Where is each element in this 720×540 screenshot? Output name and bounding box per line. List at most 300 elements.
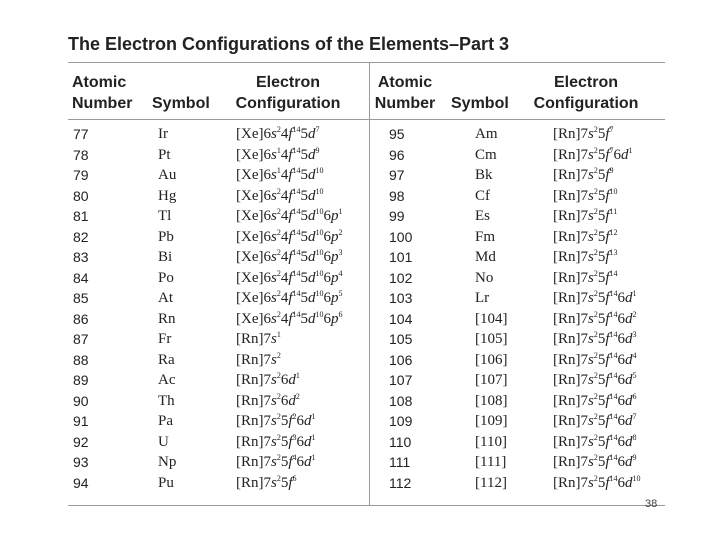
config-electrons: 2 [593, 145, 598, 155]
config-orbital: s [270, 310, 277, 327]
config-orbital: d [308, 167, 316, 183]
config-shell: 4 [280, 126, 289, 142]
config-core: [Xe] [236, 167, 264, 183]
config-shell: 4 [280, 310, 289, 327]
config-shell: 7 [580, 413, 588, 429]
config-shell: 5 [597, 228, 606, 245]
config-shell: 5 [597, 146, 606, 163]
config-electrons: 2 [276, 289, 281, 298]
config-electrons: 8 [632, 432, 637, 442]
config-shell: 6 [617, 433, 626, 450]
config-shell: 6 [280, 372, 289, 388]
config-orbital: f [605, 228, 610, 245]
config-shell: 5 [280, 433, 289, 450]
config-core: [Rn] [553, 146, 581, 163]
config-core: [Rn] [553, 351, 581, 368]
config-electrons: 14 [292, 309, 301, 319]
left-header-atomic-line2: Number [72, 95, 133, 112]
config-orbital: s [270, 167, 277, 183]
config-orbital: f [288, 290, 293, 306]
config-orbital: d [625, 290, 633, 306]
config-electrons: 3 [632, 330, 637, 339]
config-shell: 5 [300, 228, 308, 245]
config-electrons: 4 [292, 453, 297, 462]
atomic-number: 104 [389, 310, 413, 327]
config-core: [Rn] [236, 454, 264, 470]
right-header-electron-line2: Configuration [533, 95, 639, 112]
atomic-number: 89 [73, 372, 89, 388]
config-core: [Rn] [236, 372, 264, 388]
config-shell: 6 [263, 290, 271, 306]
electron-configuration [553, 165, 614, 185]
right-header-atomic-line2: Number [374, 95, 436, 112]
config-shell: 7 [580, 392, 588, 409]
electron-configuration [553, 247, 618, 267]
element-symbol: Es [475, 208, 490, 224]
config-shell: 7 [263, 433, 271, 450]
config-electrons: 2 [593, 166, 598, 175]
config-shell: 5 [300, 167, 308, 183]
table-row [0, 370, 720, 391]
element-symbol: Pb [158, 228, 174, 245]
config-core: [Xe] [236, 228, 264, 245]
config-shell: 6 [323, 290, 331, 306]
config-electrons: 2 [593, 207, 598, 216]
config-core: [Xe] [236, 208, 264, 224]
config-electrons: 10 [315, 207, 324, 216]
config-orbital: p [331, 269, 339, 286]
config-orbital: s [588, 413, 594, 429]
element-symbol: Pu [158, 474, 174, 491]
config-orbital: s [588, 167, 594, 183]
electron-configuration [553, 145, 633, 165]
config-shell: 5 [597, 433, 606, 450]
element-symbol: Bk [475, 167, 493, 183]
left-header-atomic-line1: Atomic [72, 74, 127, 91]
config-orbital: d [288, 372, 296, 388]
config-electrons: 1 [311, 432, 316, 442]
config-core: [Rn] [553, 269, 581, 286]
element-symbol: Rn [158, 310, 176, 327]
left-header-electron-line2: Configuration [235, 95, 341, 112]
config-orbital: s [588, 351, 594, 368]
element-symbol: Tl [158, 208, 172, 224]
electron-configuration [236, 247, 343, 267]
config-electrons: 7 [632, 412, 637, 421]
config-electrons: 14 [292, 268, 301, 278]
config-electrons: 12 [609, 227, 618, 237]
config-core: [Rn] [236, 331, 264, 347]
config-electrons: 14 [609, 473, 618, 483]
config-shell: 7 [263, 372, 271, 388]
electron-configuration [236, 370, 300, 390]
electron-configuration [553, 124, 614, 144]
config-orbital: f [605, 126, 610, 142]
electron-configuration [553, 329, 637, 349]
config-orbital: s [588, 269, 594, 286]
config-orbital: p [331, 228, 339, 245]
config-electrons: 2 [593, 289, 598, 298]
electron-configuration [553, 452, 637, 472]
config-shell: 6 [280, 392, 289, 409]
config-shell: 5 [300, 310, 308, 327]
element-symbol: Bi [158, 249, 173, 265]
config-electrons: 10 [315, 186, 324, 196]
electron-configuration [236, 206, 343, 226]
electron-configuration [236, 473, 297, 493]
atomic-number: 87 [73, 331, 89, 347]
config-orbital: d [288, 392, 296, 409]
config-shell: 5 [597, 249, 606, 265]
electron-configuration [553, 370, 637, 390]
config-shell: 5 [597, 474, 606, 491]
config-shell: 4 [280, 290, 289, 306]
atomic-number: 91 [73, 413, 89, 429]
config-electrons: 4 [632, 350, 637, 360]
config-core: [Rn] [553, 474, 581, 491]
config-electrons: 14 [609, 350, 618, 360]
config-shell: 6 [263, 228, 271, 245]
config-shell: 6 [263, 269, 271, 286]
right-header-atomic-line1: Atomic [377, 74, 433, 91]
config-orbital: d [304, 454, 312, 470]
config-orbital: p [331, 290, 339, 306]
config-electrons: 14 [292, 227, 301, 237]
atomic-number: 79 [73, 167, 89, 183]
config-orbital: d [308, 208, 316, 224]
config-shell: 5 [280, 454, 289, 470]
config-orbital: d [625, 351, 633, 368]
config-orbital: s [271, 454, 277, 470]
config-shell: 5 [280, 474, 289, 491]
left-header-atomic-number [72, 72, 132, 114]
atomic-number: 110 [389, 433, 412, 450]
config-shell: 7 [580, 228, 588, 245]
config-shell: 6 [323, 228, 331, 245]
config-orbital: f [605, 167, 610, 183]
config-electrons: 3 [292, 432, 297, 442]
electron-configuration [553, 206, 617, 226]
config-orbital: f [605, 454, 610, 470]
electron-configuration [236, 329, 281, 349]
config-orbital: s [271, 392, 277, 409]
config-core: [Rn] [553, 208, 581, 224]
electron-configuration [236, 309, 343, 329]
config-core: [Rn] [553, 331, 581, 347]
element-symbol: Th [158, 392, 175, 409]
config-shell: 6 [617, 351, 626, 368]
atomic-number: 107 [389, 372, 413, 388]
config-orbital: f [605, 310, 610, 327]
element-symbol: Fm [475, 228, 496, 245]
config-orbital: f [605, 372, 610, 388]
config-core: [Rn] [553, 249, 581, 265]
config-orbital: d [308, 228, 316, 245]
config-orbital: f [288, 269, 293, 286]
config-electrons: 1 [276, 166, 281, 175]
config-orbital: d [625, 454, 633, 470]
element-symbol: Pt [158, 146, 171, 163]
electron-configuration [553, 391, 637, 411]
config-orbital: f [288, 228, 293, 245]
config-electrons: 14 [609, 289, 618, 298]
config-shell: 6 [617, 290, 626, 306]
config-shell: 5 [597, 187, 606, 204]
config-electrons: 14 [609, 453, 618, 462]
config-orbital: f [288, 208, 293, 224]
table-row [0, 227, 720, 248]
electron-configuration [236, 227, 343, 247]
atomic-number: 85 [73, 290, 89, 306]
config-core: [Xe] [236, 249, 264, 265]
config-electrons: 7 [609, 145, 614, 155]
table-row [0, 247, 720, 268]
config-electrons: 2 [276, 309, 281, 319]
element-symbol: Po [158, 269, 174, 286]
config-electrons: 14 [609, 391, 618, 401]
config-electrons: 1 [628, 145, 633, 155]
config-orbital: d [625, 392, 633, 409]
config-shell: 5 [300, 126, 308, 142]
config-shell: 6 [617, 413, 626, 429]
config-core: [Rn] [236, 474, 264, 491]
page-title: The Electron Configurations of the Elements–Part 3 [68, 34, 510, 54]
config-electrons: 2 [593, 268, 598, 278]
atomic-number: 97 [389, 167, 405, 183]
config-electrons: 10 [315, 309, 324, 319]
electron-configuration [553, 411, 637, 431]
config-electrons: 14 [609, 309, 618, 319]
element-symbol: Au [158, 167, 177, 183]
top-rule [68, 62, 665, 63]
config-core: [Rn] [553, 126, 581, 142]
config-electrons: 1 [295, 371, 300, 380]
element-symbol: [109] [475, 413, 508, 429]
config-shell: 6 [617, 310, 626, 327]
config-electrons: 14 [292, 248, 301, 257]
config-shell: 7 [580, 290, 588, 306]
config-orbital: s [270, 208, 277, 224]
config-orbital: s [270, 249, 277, 265]
config-shell: 4 [280, 146, 289, 163]
electron-configuration [236, 145, 320, 165]
config-electrons: 2 [593, 350, 598, 360]
config-electrons: 2 [276, 186, 281, 196]
atomic-number: 101 [389, 249, 413, 265]
config-shell: 6 [617, 331, 626, 347]
atomic-number: 105 [389, 331, 413, 347]
config-orbital: f [288, 187, 293, 204]
element-symbol: [107] [475, 372, 508, 388]
config-orbital: d [625, 474, 633, 491]
element-symbol: Hg [158, 187, 177, 204]
electron-configuration [236, 452, 316, 472]
config-shell: 4 [280, 269, 289, 286]
config-orbital: s [271, 413, 277, 429]
config-core: [Rn] [553, 167, 581, 183]
atomic-number: 86 [73, 310, 89, 327]
config-shell: 6 [323, 310, 331, 327]
config-shell: 5 [597, 290, 606, 306]
config-shell: 5 [280, 413, 289, 429]
config-orbital: d [304, 413, 312, 429]
atomic-number: 109 [389, 413, 413, 429]
config-core: [Rn] [553, 372, 581, 388]
config-shell: 6 [617, 454, 626, 470]
config-electrons: 6 [338, 309, 343, 319]
atomic-number: 112 [389, 474, 412, 491]
element-symbol: Am [475, 126, 498, 142]
electron-configuration [236, 411, 316, 431]
atomic-number: 103 [389, 290, 413, 306]
config-orbital: s [588, 228, 594, 245]
config-core: [Rn] [553, 392, 581, 409]
table-row [0, 145, 720, 166]
config-core: [Rn] [553, 454, 581, 470]
electron-configuration [236, 391, 300, 411]
config-core: [Xe] [236, 290, 264, 306]
config-orbital: s [588, 474, 594, 491]
config-orbital: s [271, 351, 277, 368]
config-electrons: 3 [338, 248, 343, 257]
config-orbital: f [605, 331, 610, 347]
electron-configuration [553, 473, 641, 493]
config-shell: 5 [300, 146, 308, 163]
config-orbital: d [625, 310, 633, 327]
atomic-number: 93 [73, 454, 89, 470]
config-orbital: d [308, 269, 316, 286]
config-orbital: f [288, 126, 293, 142]
config-electrons: 2 [276, 432, 281, 442]
electron-configuration [236, 288, 343, 308]
atomic-number: 88 [73, 351, 89, 368]
config-electrons: 14 [609, 330, 618, 339]
config-orbital: p [331, 310, 339, 327]
element-symbol: [106] [475, 351, 508, 368]
config-electrons: 1 [632, 289, 637, 298]
table-row [0, 165, 720, 186]
config-electrons: 2 [276, 248, 281, 257]
config-orbital: f [605, 474, 610, 491]
config-electrons: 2 [276, 207, 281, 216]
config-orbital: s [588, 331, 594, 347]
config-orbital: f [288, 454, 293, 470]
config-orbital: d [308, 290, 316, 306]
config-core: [Rn] [553, 433, 581, 450]
config-electrons: 2 [276, 412, 281, 421]
atomic-number: 80 [73, 187, 89, 204]
config-orbital: s [270, 228, 277, 245]
config-electrons: 14 [292, 186, 301, 196]
config-electrons: 14 [609, 371, 618, 380]
config-orbital: f [605, 146, 610, 163]
config-core: [Xe] [236, 187, 264, 204]
config-shell: 5 [597, 310, 606, 327]
config-orbital: d [625, 331, 633, 347]
left-header-electron-line1: Electron [255, 74, 320, 91]
element-symbol: No [475, 269, 494, 286]
config-shell: 7 [263, 351, 271, 368]
config-shell: 7 [263, 413, 271, 429]
atomic-number: 102 [389, 269, 413, 286]
config-electrons: 6 [292, 473, 297, 483]
config-shell: 6 [296, 413, 305, 429]
config-shell: 5 [300, 290, 308, 306]
config-orbital: s [588, 126, 594, 142]
table-row [0, 309, 720, 330]
element-symbol: [112] [475, 474, 507, 491]
config-core: [Xe] [236, 146, 264, 163]
electron-configuration [236, 350, 281, 370]
config-electrons: 2 [593, 227, 598, 237]
config-electrons: 2 [593, 248, 598, 257]
atomic-number: 95 [389, 126, 405, 142]
config-electrons: 14 [292, 207, 301, 216]
config-orbital: s [270, 187, 277, 204]
config-electrons: 2 [276, 125, 281, 134]
table-row [0, 268, 720, 289]
element-symbol: Fr [158, 331, 172, 347]
config-orbital: d [625, 433, 633, 450]
config-electrons: 7 [609, 125, 614, 134]
config-electrons: 2 [276, 350, 281, 360]
atomic-number: 96 [389, 146, 405, 163]
table-row [0, 288, 720, 309]
right-header-electron-line1: Electron [553, 74, 618, 91]
table-row [0, 206, 720, 227]
element-symbol: Cf [475, 187, 490, 204]
config-electrons: 1 [276, 330, 281, 339]
table-row [0, 124, 720, 145]
config-orbital: d [308, 146, 316, 163]
config-shell: 6 [617, 392, 626, 409]
config-shell: 4 [280, 208, 289, 224]
atomic-number: 83 [73, 249, 89, 265]
atomic-number: 90 [73, 392, 89, 409]
config-orbital: s [588, 249, 594, 265]
electron-configuration [553, 350, 637, 370]
config-orbital: d [625, 372, 633, 388]
config-orbital: f [605, 187, 610, 204]
config-electrons: 4 [338, 268, 343, 278]
config-shell: 6 [617, 474, 626, 491]
config-orbital: f [605, 433, 610, 450]
config-electrons: 2 [593, 309, 598, 319]
element-symbol: Lr [475, 290, 490, 306]
header-rule [68, 119, 665, 120]
config-shell: 6 [296, 454, 305, 470]
electron-configuration [553, 227, 618, 247]
config-electrons: 2 [276, 227, 281, 237]
config-orbital: f [605, 269, 610, 286]
table-row [0, 350, 720, 371]
config-orbital: d [304, 433, 312, 450]
config-electrons: 7 [315, 125, 320, 134]
config-shell: 7 [263, 474, 271, 491]
config-electrons: 10 [315, 289, 324, 298]
element-symbol: Cm [475, 146, 497, 163]
atomic-number: 84 [73, 269, 89, 286]
config-core: [Rn] [236, 351, 264, 368]
electron-configuration [236, 124, 320, 144]
config-shell: 6 [263, 249, 271, 265]
config-shell: 7 [580, 310, 588, 327]
config-orbital: s [270, 126, 277, 142]
config-shell: 7 [263, 392, 271, 409]
config-electrons: 2 [593, 432, 598, 442]
right-header-electron-configuration [527, 72, 645, 114]
config-orbital: p [331, 249, 339, 265]
